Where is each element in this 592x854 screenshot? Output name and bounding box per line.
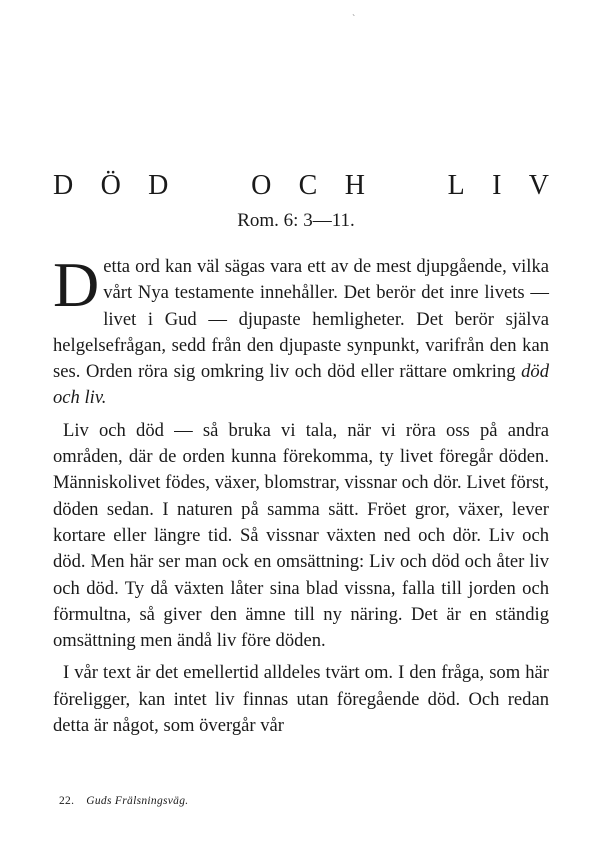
scripture-reference: Rom. 6: 3—11. [237, 210, 355, 231]
drop-cap: D [53, 249, 100, 320]
title-word-gap [196, 168, 224, 204]
title-letter: I [492, 170, 502, 201]
title-letter: D [53, 170, 74, 201]
paragraph [53, 660, 549, 739]
signature-number: 22. [59, 795, 75, 807]
italic-phrase: död och liv. [53, 361, 549, 409]
chapter-title [53, 168, 549, 204]
title-letter: O [251, 170, 272, 201]
paragraph [53, 418, 549, 655]
title-letter: D [148, 170, 169, 201]
title-word-gap [392, 168, 420, 204]
title-letter: H [344, 170, 365, 201]
title-letter: C [298, 170, 318, 201]
paragraph-text: Liv och död — så bruka vi tala, när vi röra oss på andra områden, där de orden kunna förekomma, ty livet föregår döden. Människolivet födes, växer, blomstrar, vissnar och dör. Livet först, döden sedan. I naturen på samma sätt. Fröet gror, växer, lever kortare eller längre tid. Så vissnar växten ned och dör. Liv och död. Men här ser man ock en omsättning: Liv och död och åter liv och död. Ty då växten låter sina blad vissna, falla till jorden och förmultna, så giver den ämne till ny näring. Det är en ständig omsättning men ändå liv före döden. [53, 419, 549, 652]
title-letter: L [447, 170, 465, 201]
paragraph [53, 249, 549, 412]
title-letter: Ö [100, 170, 121, 201]
paragraph-text: I vår text är det emellertid alldeles tvärt om. I den fråga, som här föreligger, kan intet liv finnas utan föregående död. Och redan detta är något, som övergår vår [53, 662, 549, 737]
body-text [53, 249, 549, 745]
paragraph-text: etta ord kan väl sägas vara ett av de mest djupgående, vilka vårt Nya testamente innehåller. Det berör det inre livets — livet i Gud — djupaste hemligheter. Det berör själva helgelsefrågan, sedd från den djupaste synpunkt, varifrån den kan ses. Orden röra sig omkring liv och död eller rättare omkring [53, 256, 549, 383]
page-speck: ` [352, 14, 356, 25]
signature-title: Guds Frälsningsväg. [86, 795, 189, 807]
title-letter: V [528, 170, 549, 201]
signature-mark [59, 793, 188, 809]
